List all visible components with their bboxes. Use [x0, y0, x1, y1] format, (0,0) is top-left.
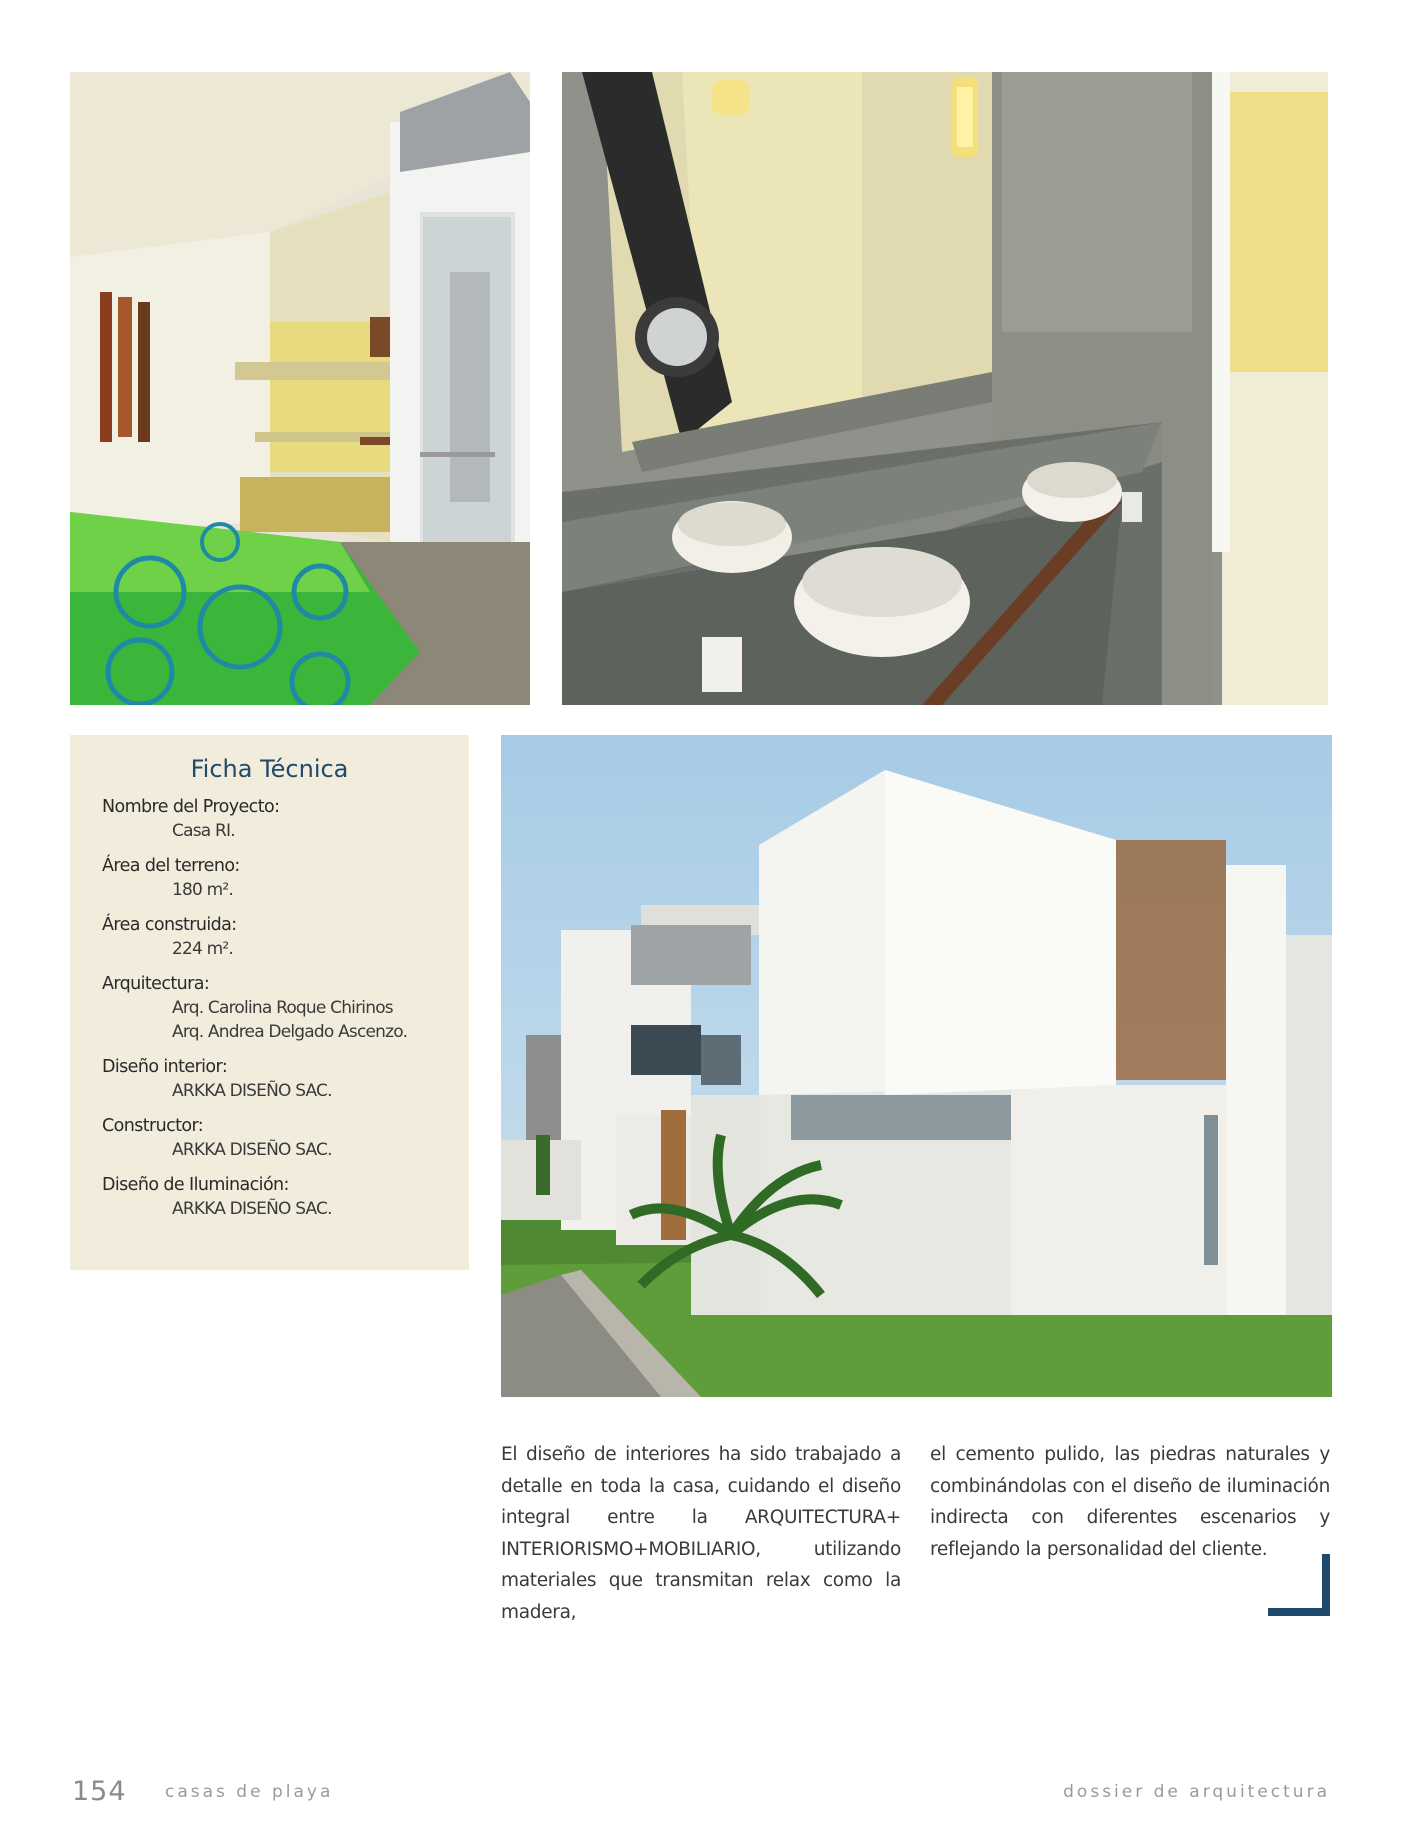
house-exterior-photo	[501, 735, 1332, 1397]
ficha-value: ARKKA DISEÑO SAC.	[172, 1081, 332, 1101]
ficha-item-constructor	[102, 1114, 469, 1162]
ficha-title: Ficha Técnica	[190, 755, 349, 783]
ficha-item-area-construida	[102, 913, 469, 961]
section-title-right: dossier de arquitectura	[1063, 1782, 1330, 1802]
ficha-value: 180 m².	[172, 880, 234, 900]
ficha-value: Arq. Andrea Delgado Ascenzo.	[172, 1022, 408, 1042]
body-text-right-column: el cemento pulido, las piedras naturales y combinándolas con el diseño de iluminación indirecta con diferentes escenarios y reflejando la personalidad del cliente.	[930, 1444, 1330, 1560]
ficha-value: ARKKA DISEÑO SAC.	[172, 1199, 332, 1219]
page-number: 154	[72, 1776, 127, 1807]
ficha-tecnica-box	[70, 735, 469, 1270]
ficha-item-diseno-interior	[102, 1055, 469, 1103]
bathroom-photo	[562, 72, 1328, 705]
ficha-label: Nombre del Proyecto:	[102, 797, 280, 817]
ficha-item-arquitectura	[102, 972, 469, 1044]
ficha-item-area-terreno	[102, 854, 469, 902]
body-text-left-column: El diseño de interiores ha sido trabajado a detalle en toda la casa, cuidando el diseño integral entre la ARQUITECTURA+ INTERIORISMO+MOBILIARIO, utilizando materiales que transmitan relax como la madera,	[501, 1444, 901, 1623]
bedroom-photo	[70, 72, 530, 705]
end-of-article-mark	[1268, 1554, 1330, 1616]
ficha-label: Diseño de Iluminación:	[102, 1175, 289, 1195]
end-mark-vertical-bar	[1322, 1554, 1330, 1616]
ficha-label: Arquitectura:	[102, 974, 210, 994]
ficha-label: Constructor:	[102, 1116, 204, 1136]
ficha-label: Diseño interior:	[102, 1057, 228, 1077]
ficha-value: ARKKA DISEÑO SAC.	[172, 1140, 332, 1160]
ficha-value: Casa RI.	[172, 821, 235, 841]
ficha-item-iluminacion	[102, 1173, 469, 1221]
ficha-label: Área construida:	[102, 915, 237, 935]
ficha-value: Arq. Carolina Roque Chirinos	[172, 998, 393, 1018]
ficha-label: Área del terreno:	[102, 856, 240, 876]
ficha-value: 224 m².	[172, 939, 234, 959]
ficha-item-nombre	[102, 795, 469, 843]
end-mark-horizontal-bar	[1268, 1608, 1330, 1616]
section-title-left: casas de playa	[165, 1782, 334, 1802]
